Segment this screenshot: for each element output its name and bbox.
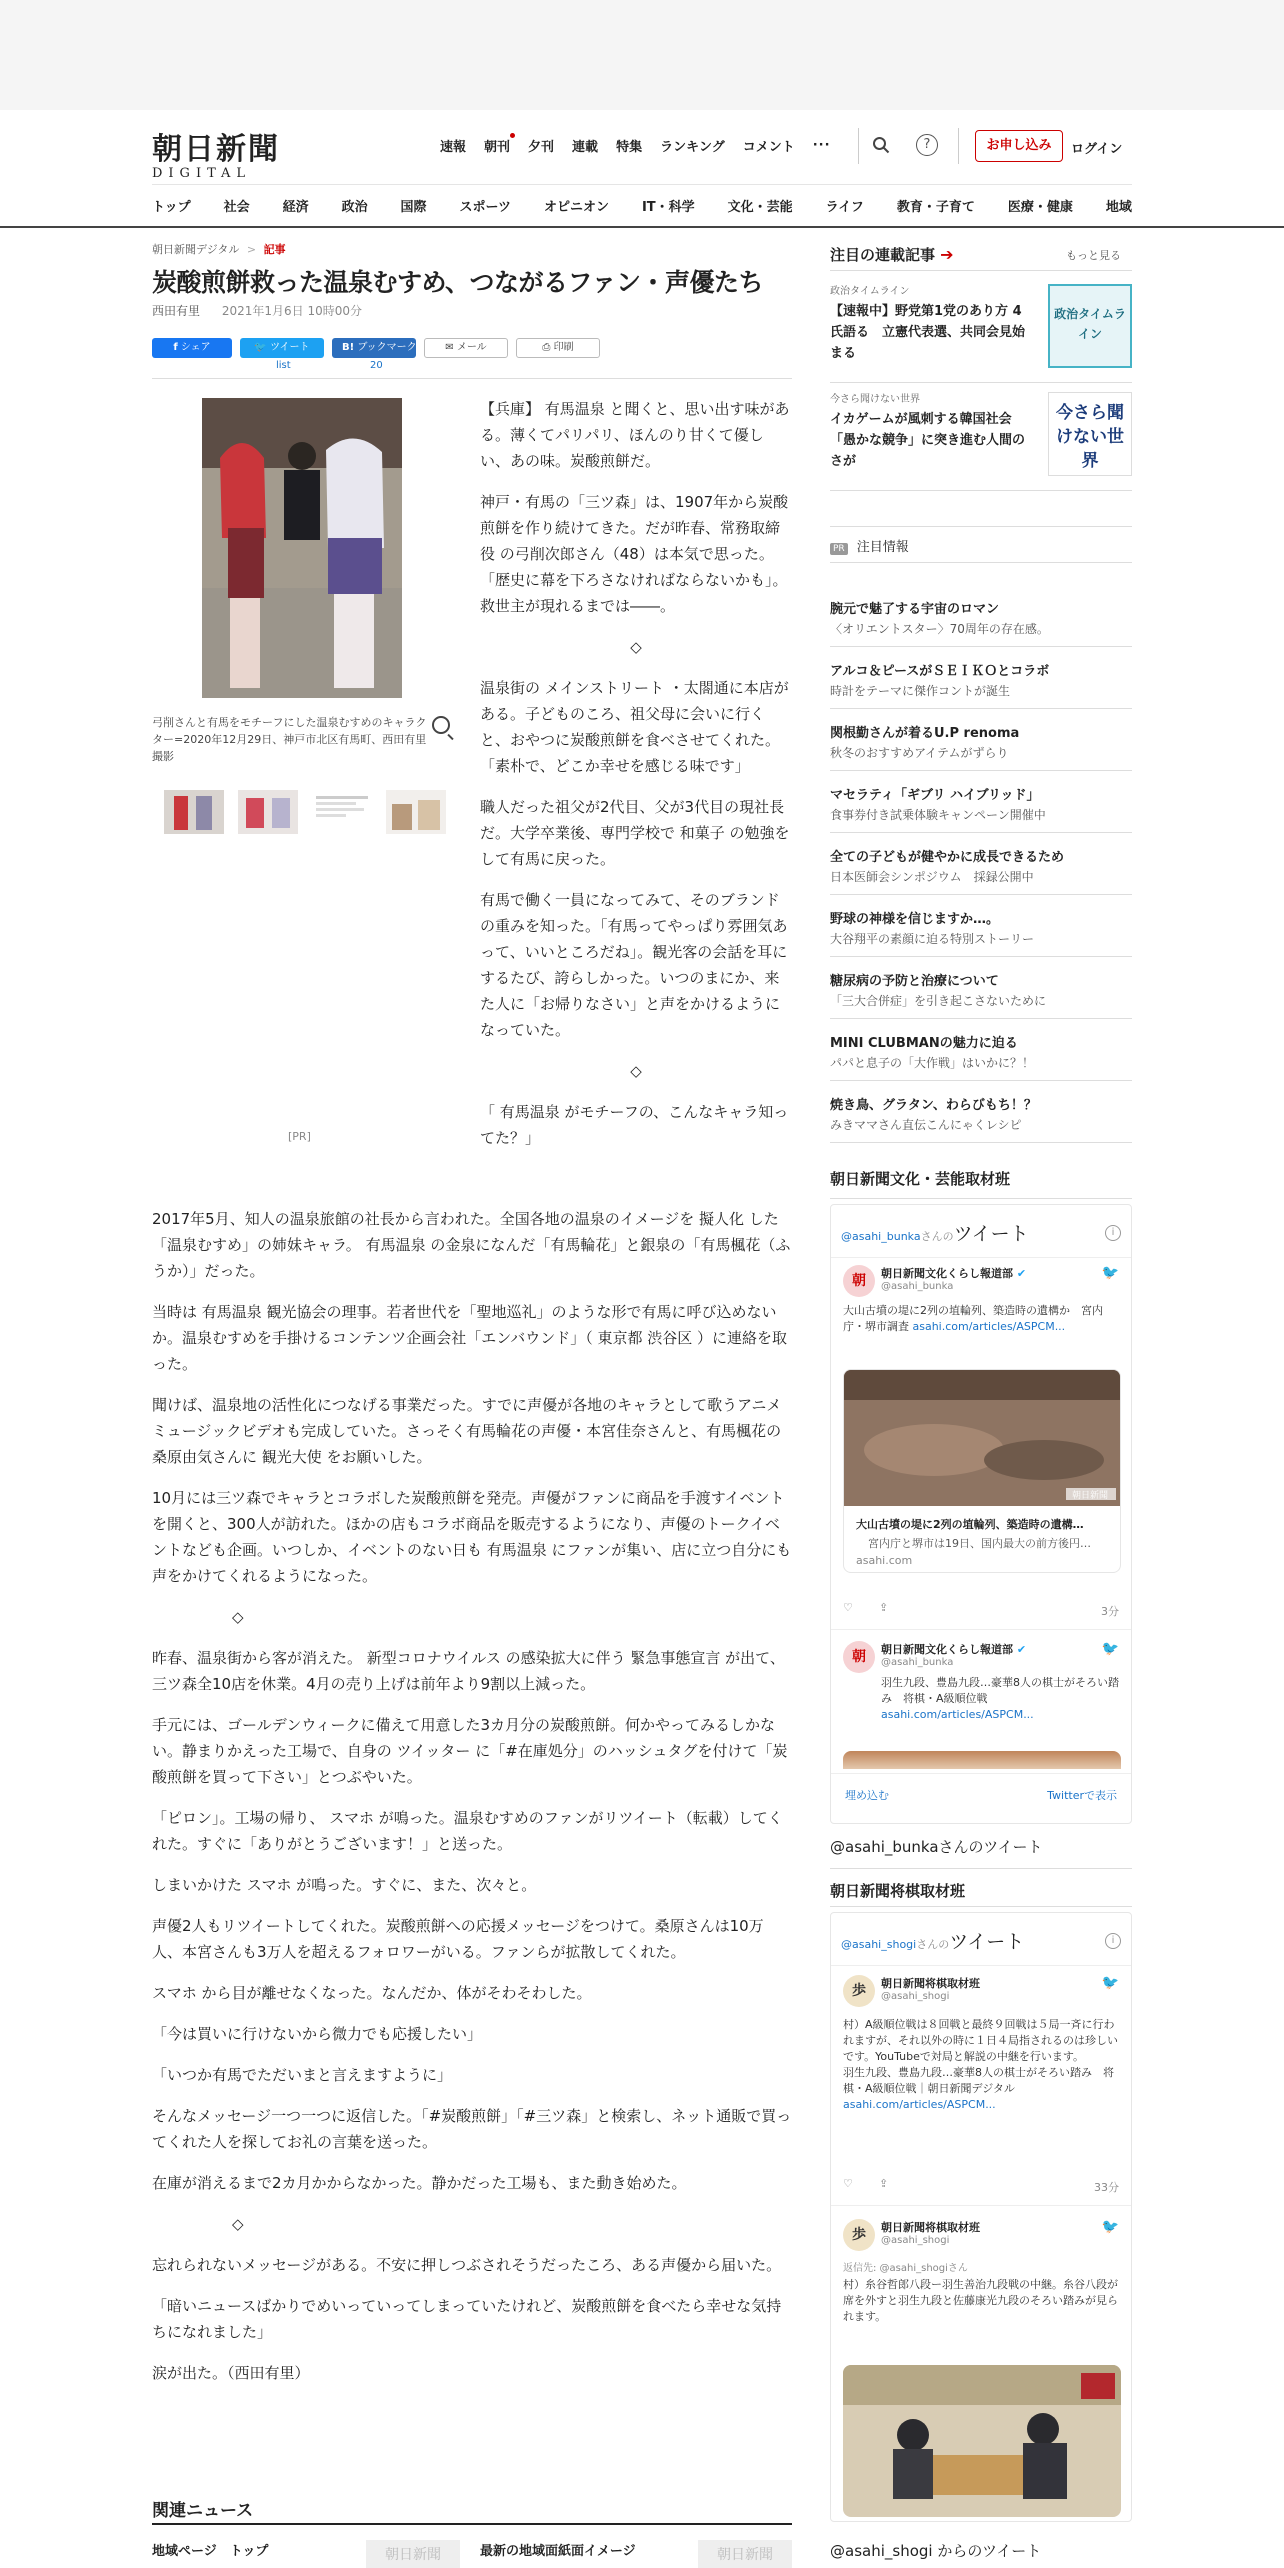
- search-icon[interactable]: [872, 136, 890, 154]
- nav-sports[interactable]: スポーツ: [459, 200, 512, 215]
- shogi-footer-link[interactable]: @asahi_shogi からのツイート: [830, 2542, 1042, 2560]
- like-icon[interactable]: ♡: [843, 2177, 853, 2190]
- timeline-san: さんの: [920, 1230, 954, 1243]
- twitter-count[interactable]: list: [276, 360, 291, 371]
- pr-title: 野球の神様を信じますか…。: [830, 912, 1000, 927]
- sidebar-rule: [830, 526, 1132, 527]
- top-link-ranking[interactable]: ランキング: [660, 140, 725, 155]
- pr-desc: みきママさん直伝こんにゃくレシピ: [830, 1118, 1022, 1132]
- tweet-text: 村）糸谷哲郎八段ー羽生善治九段戦の中継。糸谷八段が席を外すと羽生九段と佐藤康光九段のそろい踏みが見られます。: [843, 2278, 1118, 2323]
- twitter-bird-icon: 🐦: [1101, 2219, 1119, 2235]
- pr-title: MINI CLUBMANの魅力に迫る: [830, 1036, 1018, 1051]
- tweet-rule: [831, 1629, 1131, 1630]
- thumbnail-image: [238, 790, 298, 834]
- hatena-bookmark-button[interactable]: [332, 338, 416, 358]
- thumbnail[interactable]: [238, 790, 298, 834]
- bunka-twitter-timeline: [830, 1204, 1132, 1824]
- timeline-header: [841, 1927, 1024, 1954]
- avatar[interactable]: 歩: [843, 1975, 875, 2007]
- section-divider: ◇: [232, 2215, 244, 2233]
- card-desc: 宮内庁と堺市は19日、国内最大の前方後円…: [868, 1537, 1091, 1550]
- pr-title: 関根勤さんが着るU.P renoma: [830, 726, 1020, 741]
- facebook-label: シェア: [180, 342, 211, 353]
- paragraph: そんなメッセージ一つ一つに返信した。「#炭酸煎餅」「#三ツ森」と検索し、ネット通販で買ってくれた人を探してお礼の言葉を送った。: [152, 2107, 792, 2151]
- info-icon[interactable]: i: [1105, 1933, 1121, 1949]
- nav-kokusai[interactable]: 国際: [400, 200, 427, 215]
- sidebar-rule: [830, 1080, 1132, 1081]
- paragraph: 【兵庫】 有馬温泉 と聞くと、思い出す味がある。薄くてパリパリ、ほんのり甘くて優しい、あの味。炭酸煎餅だ。: [480, 400, 790, 470]
- breadcrumb-current: 記事: [263, 243, 286, 256]
- article-body-top: [480, 396, 792, 1166]
- paragraph: 昨春、温泉街から客が消えた。 新型コロナウイルス の感染拡大に伴う 緊急事態宣言 が出て、三ツ森全10店を休業。4月の売り上げは前年より9割以上減った。: [152, 1649, 785, 1693]
- pr-item[interactable]: [830, 846, 1132, 885]
- card-text: [844, 1510, 1120, 1573]
- pr-desc: パパと息子の「大作戦」はいかに？！: [830, 1056, 1035, 1070]
- paragraph: 神戸・有馬の「三ツ森」は、1907年から炭酸煎餅を作り続けてきた。だが昨春、常務取締役 の弓削次郎さん（48）は本気で思った。「歴史に幕を下ろさなければならないかも」。救世主が現れるまでは――。: [480, 493, 789, 615]
- section-divider: ◇: [630, 1062, 642, 1080]
- nav-keizai[interactable]: 経済: [282, 200, 309, 215]
- nav-it[interactable]: IT・科学: [641, 200, 695, 215]
- paragraph: 涙が出た。（西田有里）: [152, 2364, 310, 2382]
- verified-icon: ✔: [1016, 1643, 1027, 1656]
- author-name: 朝日新聞将棋取材班: [881, 2221, 980, 2234]
- tweet-author[interactable]: [881, 1265, 1026, 1292]
- article-photo[interactable]: [202, 398, 402, 698]
- tweet-time[interactable]: 3分: [1101, 1605, 1119, 1618]
- pr-title: 腕元で魅了する宇宙のロマン: [830, 602, 1000, 617]
- divider: [958, 128, 959, 164]
- shogi-heading: 朝日新聞将棋取材班: [830, 1882, 966, 1900]
- timeline-san: さんの: [916, 1938, 950, 1951]
- view-on-twitter-link[interactable]: Twitterで表示: [1047, 1789, 1117, 1802]
- paragraph: 「いつか有馬でただいまと言えますように」: [152, 2066, 453, 2084]
- site-logo[interactable]: [152, 124, 292, 181]
- paragraph: 手元には、ゴールデンウィークに備えて用意した3カ月分の炭酸煎餅。何かやってみるしかない。静まりかえった工場で、自身の ツイッター に「#在庫処分」のハッシュタグを付けて「炭酸煎餅を買って下さい」とつぶやいた。: [152, 1716, 788, 1786]
- sidebar-rule: [830, 956, 1132, 957]
- author-handle: @asahi_shogi: [881, 2235, 950, 2246]
- photo-caption: 弓削さんと有馬をモチーフにした温泉むすめのキャラクター=2020年12月29日、神戸市北区有馬町、西田有里撮影: [152, 716, 427, 763]
- pr-heading: [830, 536, 1132, 555]
- pr-item[interactable]: [830, 908, 1132, 947]
- nav-iryo[interactable]: 医療・健康: [1007, 200, 1073, 215]
- pr-heading-label: 注目情報: [856, 540, 909, 555]
- help-icon[interactable]: ?: [916, 134, 938, 156]
- share-rule: [152, 378, 792, 379]
- pr-title: アルコ＆ピースがＳＥＩＫＯとコラボ: [830, 664, 1050, 679]
- more-menu-button[interactable]: ···: [812, 138, 831, 153]
- card-image: [844, 1370, 1121, 1506]
- tweet-text: [881, 1675, 1121, 1723]
- card-logo: 朝日新聞: [1071, 1491, 1108, 1501]
- serial-category: 今さら聞けない世界: [830, 394, 920, 405]
- sidebar-rule: [830, 1142, 1132, 1143]
- breadcrumb-sep: >: [246, 243, 257, 256]
- pr-title: 糖尿病の予防と治療について: [830, 974, 999, 989]
- hatena-icon: B!: [342, 342, 355, 353]
- pr-item[interactable]: [830, 1032, 1132, 1071]
- tweet-text: [843, 1303, 1121, 1335]
- sidebar-rule: [830, 1018, 1132, 1019]
- paragraph: 「今は買いに行けないから微力でも応援したい」: [152, 2025, 483, 2043]
- pr-item[interactable]: [830, 598, 1132, 637]
- logo-text: 朝日新聞: [152, 132, 280, 167]
- top-link-comment[interactable]: コメント: [742, 140, 795, 155]
- paragraph: 「暗いニュースばかりでめいっていってしまっていたけれど、炭酸煎餅を食べたら幸せな気持ちになれました」: [152, 2297, 782, 2341]
- tweet-link[interactable]: asahi.com/articles/ASPCM...: [881, 1708, 1034, 1721]
- print-button[interactable]: [516, 338, 600, 358]
- sidebar-rule: [830, 562, 1132, 563]
- related-news-heading: 関連ニュース: [152, 2501, 254, 2521]
- breadcrumb-home[interactable]: 朝日新聞デジタル: [152, 243, 240, 256]
- pr-desc: 日本医師会シンポジウム 採録公開中: [830, 870, 1034, 884]
- tweet-author[interactable]: [881, 1975, 980, 2002]
- shogi-twitter-timeline: [830, 1912, 1132, 2522]
- thumbnail[interactable]: [312, 790, 372, 834]
- related-thumbnail[interactable]: 朝日新聞: [366, 2540, 460, 2568]
- tweet-time[interactable]: 33分: [1094, 2181, 1119, 2194]
- card-domain: asahi.com: [856, 1554, 913, 1567]
- sidebar-rule: [830, 1868, 1132, 1869]
- paragraph: 忘れられないメッセージがある。不安に押しつぶされそうだったころ、ある声優から届いた。: [152, 2256, 782, 2274]
- serial-thumbnail[interactable]: [1048, 392, 1132, 476]
- related-link-chiiki-paper[interactable]: 最新の地域面紙面イメージ: [480, 2544, 636, 2559]
- pr-label: [PR]: [288, 1130, 311, 1143]
- logo-subtext: DIGITAL: [152, 166, 252, 181]
- timeline-handle[interactable]: @asahi_shogi: [841, 1938, 917, 1951]
- top-links: [440, 136, 849, 155]
- serial-thumb-label: 政治タイムライン: [1054, 307, 1126, 341]
- pr-item[interactable]: [830, 784, 1132, 823]
- section-divider: ◇: [630, 638, 642, 656]
- tweet-body: 大山古墳の堤に2列の埴輪列、築造時の遺構か 宮内庁・堺市調査: [843, 1304, 1103, 1333]
- related-thumbnail[interactable]: 朝日新聞: [698, 2540, 792, 2568]
- divider: [858, 128, 859, 164]
- paragraph: 「ピロン」。工場の帰り、 スマホ が鳴った。温泉むすめのファンがリツイート（転載）してくれた。すぐに「ありがとうございます！」と送った。: [152, 1809, 783, 1853]
- serial-title: 【速報中】野党第1党のあり方 4氏語る 立憲代表選、共同会見始まる: [830, 304, 1026, 361]
- thumbnail[interactable]: [164, 790, 224, 834]
- serial-category: 政治タイムライン: [830, 286, 910, 297]
- related-link-chiiki-top[interactable]: 地域ページ トップ: [152, 2544, 269, 2559]
- breadcrumb: [152, 241, 286, 257]
- avatar[interactable]: 朝: [843, 1265, 875, 1297]
- serial-thumbnail[interactable]: [1048, 284, 1132, 368]
- nav-chiiki[interactable]: 地域: [1105, 200, 1132, 215]
- photo-illustration: [202, 398, 402, 698]
- avatar[interactable]: 歩: [843, 2219, 875, 2251]
- tweet-body: 村）A級順位戦は８回戦と最終９回戦は５局一斉に行われますが、それ以外の時に１日４局指されるのは珍しいです。YouTubeで対局と解説の中継を行います。 羽生九段、豊島九段…豪華8人の棋士がそろい踏み 将棋・A級順位戦｜朝日新聞デジタル: [843, 2018, 1118, 2095]
- hatena-count[interactable]: 20: [370, 360, 383, 371]
- timeline-title: ツイート: [953, 1223, 1029, 1245]
- thumbnail[interactable]: [386, 790, 446, 834]
- hatena-label: ブックマーク: [357, 342, 417, 353]
- login-link[interactable]: ログイン: [1071, 142, 1123, 157]
- pr-title: 焼き鳥、グラタン、わらびもち！？: [830, 1098, 1037, 1113]
- pr-desc: 〈オリエントスター〉70周年の存在感。: [830, 622, 1049, 636]
- subscribe-button[interactable]: お申し込み: [975, 130, 1063, 162]
- facebook-icon: f: [173, 342, 178, 353]
- info-icon[interactable]: i: [1105, 1225, 1121, 1241]
- nav-bunka[interactable]: 文化・芸能: [727, 200, 793, 215]
- tweet-rule: [831, 2205, 1131, 2206]
- paragraph: 有馬で働く一員になってみて、そのブランドの重みを知った。「有馬ってやっぱり雰囲気あって、いいところだね」。観光客の会話を耳にするたび、誇らしかった。いつのまにか、来た人に「お帰りなさい」と声をかけるようになっていた。: [480, 891, 788, 1039]
- category-nav: [152, 184, 1132, 226]
- mail-button[interactable]: [424, 338, 508, 358]
- sidebar-rule: [830, 832, 1132, 833]
- thumbnail-image: [164, 790, 224, 834]
- related-rule: [152, 2523, 792, 2525]
- pr-item[interactable]: [830, 1094, 1132, 1133]
- paragraph: 在庫が消えるまで2カ月かからなかった。静かだった工場も、また動き始めた。: [152, 2174, 687, 2192]
- paragraph: 聞けば、温泉地の活性化につなげる事業だった。すでに声優が各地のキャラとして歌うアニメミュージックビデオも完成していた。さっそく有馬輪花の声優・本宮佳奈さんと、有馬楓花の桑原由気さんに 観光大使 をお願いした。: [152, 1396, 782, 1466]
- tweet-author[interactable]: [881, 2219, 980, 2246]
- publish-date: 2021年1月6日 10時00分: [221, 304, 363, 318]
- tweet-rule: [831, 1965, 1131, 1966]
- nav-kyoiku[interactable]: 教育・子育て: [896, 200, 975, 215]
- new-dot: [510, 133, 515, 138]
- pr-item[interactable]: [830, 970, 1132, 1009]
- card-title: 大山古墳の堤に2列の埴輪列、築造時の遺構…: [856, 1518, 1084, 1531]
- section-divider: ◇: [232, 1608, 244, 1626]
- paragraph: しまいかけた スマホ が鳴った。すぐに、また、次々と。: [152, 1876, 537, 1894]
- thumbnail-image: [386, 790, 446, 834]
- tweet-card-preview[interactable]: [843, 1751, 1121, 1769]
- serial-thumb-label: 今さら聞けない世界: [1056, 403, 1124, 471]
- top-ad-banner: [0, 0, 1284, 110]
- mail-label: メール: [456, 342, 487, 353]
- author-handle: @asahi_shogi: [881, 1991, 950, 2002]
- pr-item[interactable]: [830, 660, 1132, 699]
- nav-rule: [0, 226, 1284, 228]
- sidebar-rule: [830, 708, 1132, 709]
- top-link-sokuho[interactable]: 速報: [440, 140, 467, 155]
- article-title: 炭酸煎餅救った温泉むすめ、つながるファン・声優たち: [152, 268, 764, 297]
- tweet-author[interactable]: [881, 1641, 1026, 1668]
- nav-top[interactable]: トップ: [152, 200, 191, 215]
- top-link-rensai[interactable]: 連載: [572, 140, 599, 155]
- timeline-header: [841, 1219, 1029, 1246]
- pr-title: 全ての子どもが健やかに成長できるため: [830, 850, 1065, 865]
- pr-desc: 「三大合併症」を引き起こさないために: [830, 994, 1047, 1008]
- print-label: 印刷: [553, 342, 574, 353]
- paragraph: スマホ から目が離せなくなった。なんだか、体がそわそわした。: [152, 1984, 592, 2002]
- bunka-heading: 朝日新聞文化・芸能取材班: [830, 1170, 1011, 1188]
- share-bar: [152, 338, 600, 358]
- author-handle: @asahi_bunka: [881, 1281, 954, 1292]
- pr-item[interactable]: [830, 722, 1132, 761]
- timeline-handle[interactable]: @asahi_bunka: [841, 1230, 921, 1243]
- byline: [152, 302, 362, 319]
- print-icon: ⎙: [542, 342, 551, 353]
- twitter-label: ツイート: [270, 342, 310, 353]
- tweet-rule: [831, 1773, 1131, 1774]
- more-link[interactable]: もっと見る: [1066, 249, 1121, 262]
- paragraph: 「 有馬温泉 がモチーフの、こんなキャラ知ってた？」: [480, 1103, 789, 1147]
- tweet-link[interactable]: asahi.com/articles/ASPCM...: [843, 2098, 996, 2111]
- top-link-label: 朝刊: [484, 140, 511, 155]
- facebook-share-button[interactable]: [152, 338, 232, 358]
- twitter-bird-icon: 🐦: [1101, 1265, 1119, 1281]
- serial-title: イカゲームが風刺する韓国社会 「愚かな競争」に突き進む人間のさが: [830, 412, 1026, 469]
- zoom-icon[interactable]: [432, 716, 450, 734]
- author-handle: @asahi_bunka: [881, 1657, 954, 1668]
- mail-icon: ✉: [445, 342, 454, 353]
- tweet-card[interactable]: [843, 1369, 1121, 1573]
- pr-desc: 大谷翔平の素顔に迫る特別ストーリー: [830, 932, 1035, 946]
- twitter-bird-icon: 🐦: [1101, 1641, 1119, 1657]
- twitter-icon: 🐦: [254, 342, 267, 353]
- pr-desc: 時計をテーマに傑作コントが誕生: [830, 684, 1011, 698]
- sidebar-rule: [830, 270, 1132, 271]
- sidebar-rule: [830, 1906, 1132, 1907]
- pr-desc: 秋冬のおすすめアイテムがずらり: [830, 746, 1009, 760]
- article-body: [152, 1206, 792, 2401]
- paragraph: 10月には三ツ森でキャラとコラボした炭酸煎餅を発売。声優がファンに商品を手渡すイベントを開くと、300人が訪れた。ほかの店もコラボ商品を販売するようになり、声優のトークイベントなども企画。いつしか、イベントのない日も 有馬温泉 にファンが集い、店に立つ自分にも声をかけてくれるようになった。: [152, 1489, 792, 1585]
- photo-thumbnails: [164, 790, 446, 834]
- pr-title: マセラティ「ギブリ ハイブリッド」: [830, 788, 1040, 803]
- sidebar-rule: [830, 646, 1132, 647]
- top-link-chokan[interactable]: [484, 136, 510, 155]
- nav-opinion[interactable]: オピニオン: [543, 200, 609, 215]
- verified-icon: ✔: [1016, 1267, 1027, 1280]
- tweet-body: 羽生九段、豊島九段…豪華8人の棋士がそろい踏み 将棋・A級順位戦: [881, 1676, 1119, 1705]
- tweet-media[interactable]: [843, 2365, 1121, 2517]
- paragraph: 職人だった祖父が2代目、父が3代目の現社長だ。大学卒業後、専門学校で 和菓子 の勉強をして有馬に戻った。: [480, 798, 790, 868]
- paragraph: 当時は 有馬温泉 観光協会の理事。若者世代を「聖地巡礼」のような形で有馬に呼び込めないか。温泉むすめを手掛けるコンテンツ企画会社「エンバウンド」（ 東京都 渋谷区 ）に連絡を取った。: [152, 1303, 788, 1373]
- share-icon[interactable]: ⇪: [879, 1601, 889, 1614]
- top-link-tokushu[interactable]: 特集: [616, 140, 643, 155]
- twitter-share-button[interactable]: [240, 338, 324, 358]
- nav-shakai[interactable]: 社会: [223, 200, 250, 215]
- embed-link[interactable]: 埋め込む: [845, 1789, 889, 1802]
- author-name: 朝日新聞文化くらし報道部: [881, 1643, 1013, 1656]
- sidebar-rule: [830, 490, 1132, 491]
- author: 西田有里: [152, 304, 201, 318]
- twitter-bird-icon: 🐦: [1101, 1975, 1119, 1991]
- sidebar-rule: [830, 1198, 1132, 1199]
- arrow-right-icon: ➔: [940, 245, 954, 264]
- paragraph: 声優2人もリツイートしてくれた。炭酸煎餅への応援メッセージをつけて。桑原さんは10万人、本宮さんも3万人を超えるフォロワーがいる。ファンらが拡散してくれた。: [152, 1917, 764, 1961]
- bunka-footer-link[interactable]: @asahi_bunkaさんのツイート: [830, 1838, 1043, 1856]
- tweet-text: [843, 2017, 1121, 2113]
- serial-heading-label: 注目の連載記事: [830, 246, 936, 264]
- top-link-yukan[interactable]: 夕刊: [528, 140, 555, 155]
- paragraph: 温泉街の メインストリート ・太閤通に本店がある。子どものころ、祖父母に会いに行くと、おやつに炭酸煎餅を食べさせてくれた。「素朴で、どこか幸せを感じる味です」: [480, 679, 789, 775]
- reply-to: 返信先: @asahi_shogiさん: [843, 2263, 968, 2274]
- thumbnail-image: [312, 790, 372, 834]
- avatar[interactable]: 朝: [843, 1641, 875, 1673]
- sidebar-rule: [830, 894, 1132, 895]
- author-name: 朝日新聞文化くらし報道部: [881, 1267, 1013, 1280]
- pr-desc: 食事券付き試乗体験キャンペーン開催中: [830, 808, 1046, 822]
- nav-life[interactable]: ライフ: [825, 200, 864, 215]
- pr-badge: PR: [830, 543, 848, 555]
- tweet-rule: [831, 1257, 1131, 1258]
- sidebar-rule: [830, 382, 1132, 383]
- share-icon[interactable]: ⇪: [879, 2177, 889, 2190]
- nav-seiji[interactable]: 政治: [341, 200, 368, 215]
- sidebar-rule: [830, 770, 1132, 771]
- timeline-title: ツイート: [949, 1931, 1025, 1953]
- author-name: 朝日新聞将棋取材班: [881, 1977, 980, 1990]
- tweet-link[interactable]: asahi.com/articles/ASPCM...: [912, 1320, 1066, 1333]
- like-icon[interactable]: ♡: [843, 1601, 853, 1614]
- paragraph: 2017年5月、知人の温泉旅館の社長から言われた。全国各地の温泉のイメージを 擬人化 した「温泉むすめ」の姉妹キャラ。 有馬温泉 の金泉になんだ「有馬輪花」と銀泉の「有馬楓花（ふうか）」だった。: [152, 1210, 791, 1280]
- media-image: [843, 2365, 1121, 2517]
